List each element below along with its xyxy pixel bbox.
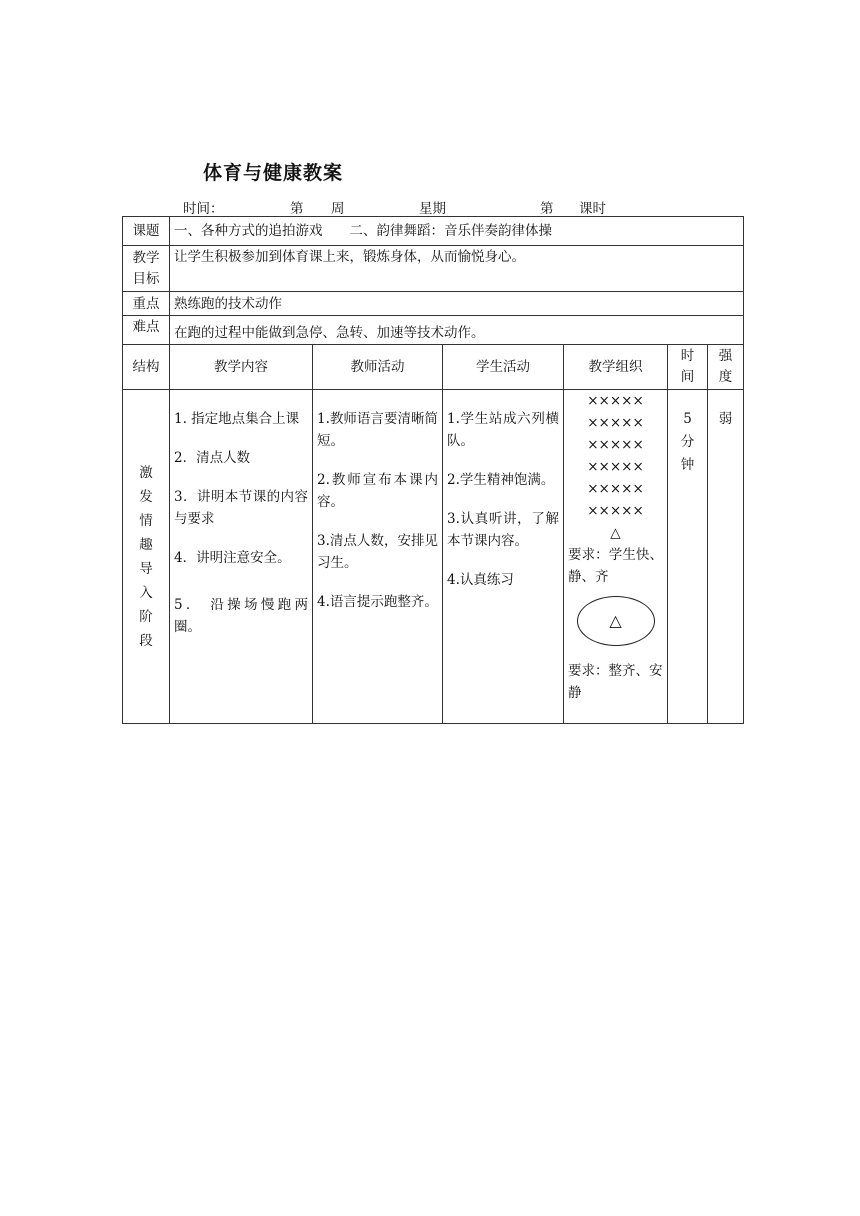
time-cell (668, 390, 708, 724)
meta-week-prefix: 第 (290, 201, 304, 217)
hard-value: 在跑的过程中能做到急停、急转、加速等技术动作。 (170, 316, 744, 345)
formation-row: ××××× (587, 481, 644, 497)
teacher-triangle-icon: △ (610, 525, 621, 541)
time-value: 5 (683, 411, 692, 427)
formation-row: ××××× (587, 459, 644, 475)
hard-row (123, 316, 744, 345)
topic-value: 一、各种方式的追拍游戏 二、韵律舞蹈：音乐伴奏韵律体操 (170, 217, 744, 246)
meta-weekday: 星期 (419, 201, 446, 217)
goal-label-line2: 目标 (132, 270, 160, 287)
structure-char: 阶 (139, 608, 153, 625)
goal-value: 让学生积极参加到体育课上来，锻炼身体，从而愉悦身心。 (170, 246, 744, 292)
structure-char: 趣 (139, 536, 153, 553)
student-item: 3.认真听讲，了解本节课内容。 (447, 511, 559, 549)
section-row (123, 390, 744, 724)
structure-cell (123, 390, 170, 724)
header-intensity (708, 345, 744, 390)
meta-week: 周 (331, 201, 345, 217)
formation-row: ××××× (587, 503, 644, 519)
formation-row: ××××× (587, 437, 644, 453)
meta-lesson: 课时 (579, 201, 606, 217)
header-row (123, 345, 744, 390)
student-item: 1.学生站成六列横队。 (447, 411, 559, 449)
organization-cell (564, 390, 668, 724)
goal-label-line1: 教学 (132, 249, 160, 266)
teacher-cell (313, 390, 443, 724)
header-teacher: 教师活动 (313, 345, 443, 390)
teacher-item: 2.教师宣布本课内容。 (317, 472, 438, 510)
content-item: 4．讲明注意安全。 (174, 550, 291, 566)
meta-time: 时间： (183, 201, 224, 217)
circle-requirement: 要求：整齐、安静 (568, 663, 663, 701)
time-unit-2: 钟 (680, 457, 695, 473)
structure-char: 入 (139, 584, 153, 601)
key-row (123, 292, 744, 316)
header-time (668, 345, 708, 390)
student-item: 4.认真练习 (447, 572, 514, 588)
header-time-1: 时 (680, 348, 695, 364)
structure-char: 导 (139, 560, 153, 577)
structure-char: 段 (139, 632, 153, 649)
goal-label (123, 246, 170, 292)
hard-label: 难点 (123, 316, 170, 345)
structure-char: 激 (139, 464, 153, 481)
circle-triangle-icon: △ (609, 611, 622, 630)
content-item: 5． 沿操场慢跑两圈。 (174, 597, 308, 635)
topic-row (123, 217, 744, 246)
topic-label: 课题 (123, 217, 170, 246)
time-unit-1: 分 (680, 434, 695, 450)
formation-requirement: 要求：学生快、静、齐 (568, 547, 663, 585)
page-title: 体育与健康教案 (203, 162, 344, 184)
intensity-cell: 弱 (708, 390, 744, 724)
formation-row: ××××× (587, 393, 644, 409)
content-item: 3．讲明本节课的内容与要求 (174, 489, 308, 527)
teacher-item: 1.教师语言要清晰简短。 (317, 411, 438, 449)
content-item: 2．清点人数 (174, 450, 251, 466)
meta-lesson-prefix: 第 (540, 201, 554, 217)
header-time-2: 间 (680, 369, 695, 385)
content-cell (170, 390, 313, 724)
teacher-item: 4.语言提示跑整齐。 (317, 594, 438, 610)
header-intensity-1: 强 (718, 348, 733, 364)
structure-char: 情 (139, 512, 153, 529)
header-content: 教学内容 (170, 345, 313, 390)
structure-char: 发 (139, 488, 153, 505)
header-student: 学生活动 (443, 345, 564, 390)
key-label: 重点 (123, 292, 170, 316)
teacher-item: 3.清点人数，安排见习生。 (317, 533, 438, 571)
header-structure: 结构 (123, 345, 170, 390)
goal-row (123, 246, 744, 292)
lesson-plan-table (122, 216, 744, 724)
circle-formation (577, 596, 655, 646)
key-value: 熟练跑的技术动作 (170, 292, 744, 316)
formation-grid (568, 390, 663, 544)
student-cell (443, 390, 564, 724)
student-item: 2.学生精神饱满。 (447, 472, 555, 488)
header-organization: 教学组织 (564, 345, 668, 390)
formation-row: ××××× (587, 415, 644, 431)
content-item: 1. 指定地点集合上课 (174, 411, 300, 427)
header-intensity-2: 度 (718, 369, 733, 385)
